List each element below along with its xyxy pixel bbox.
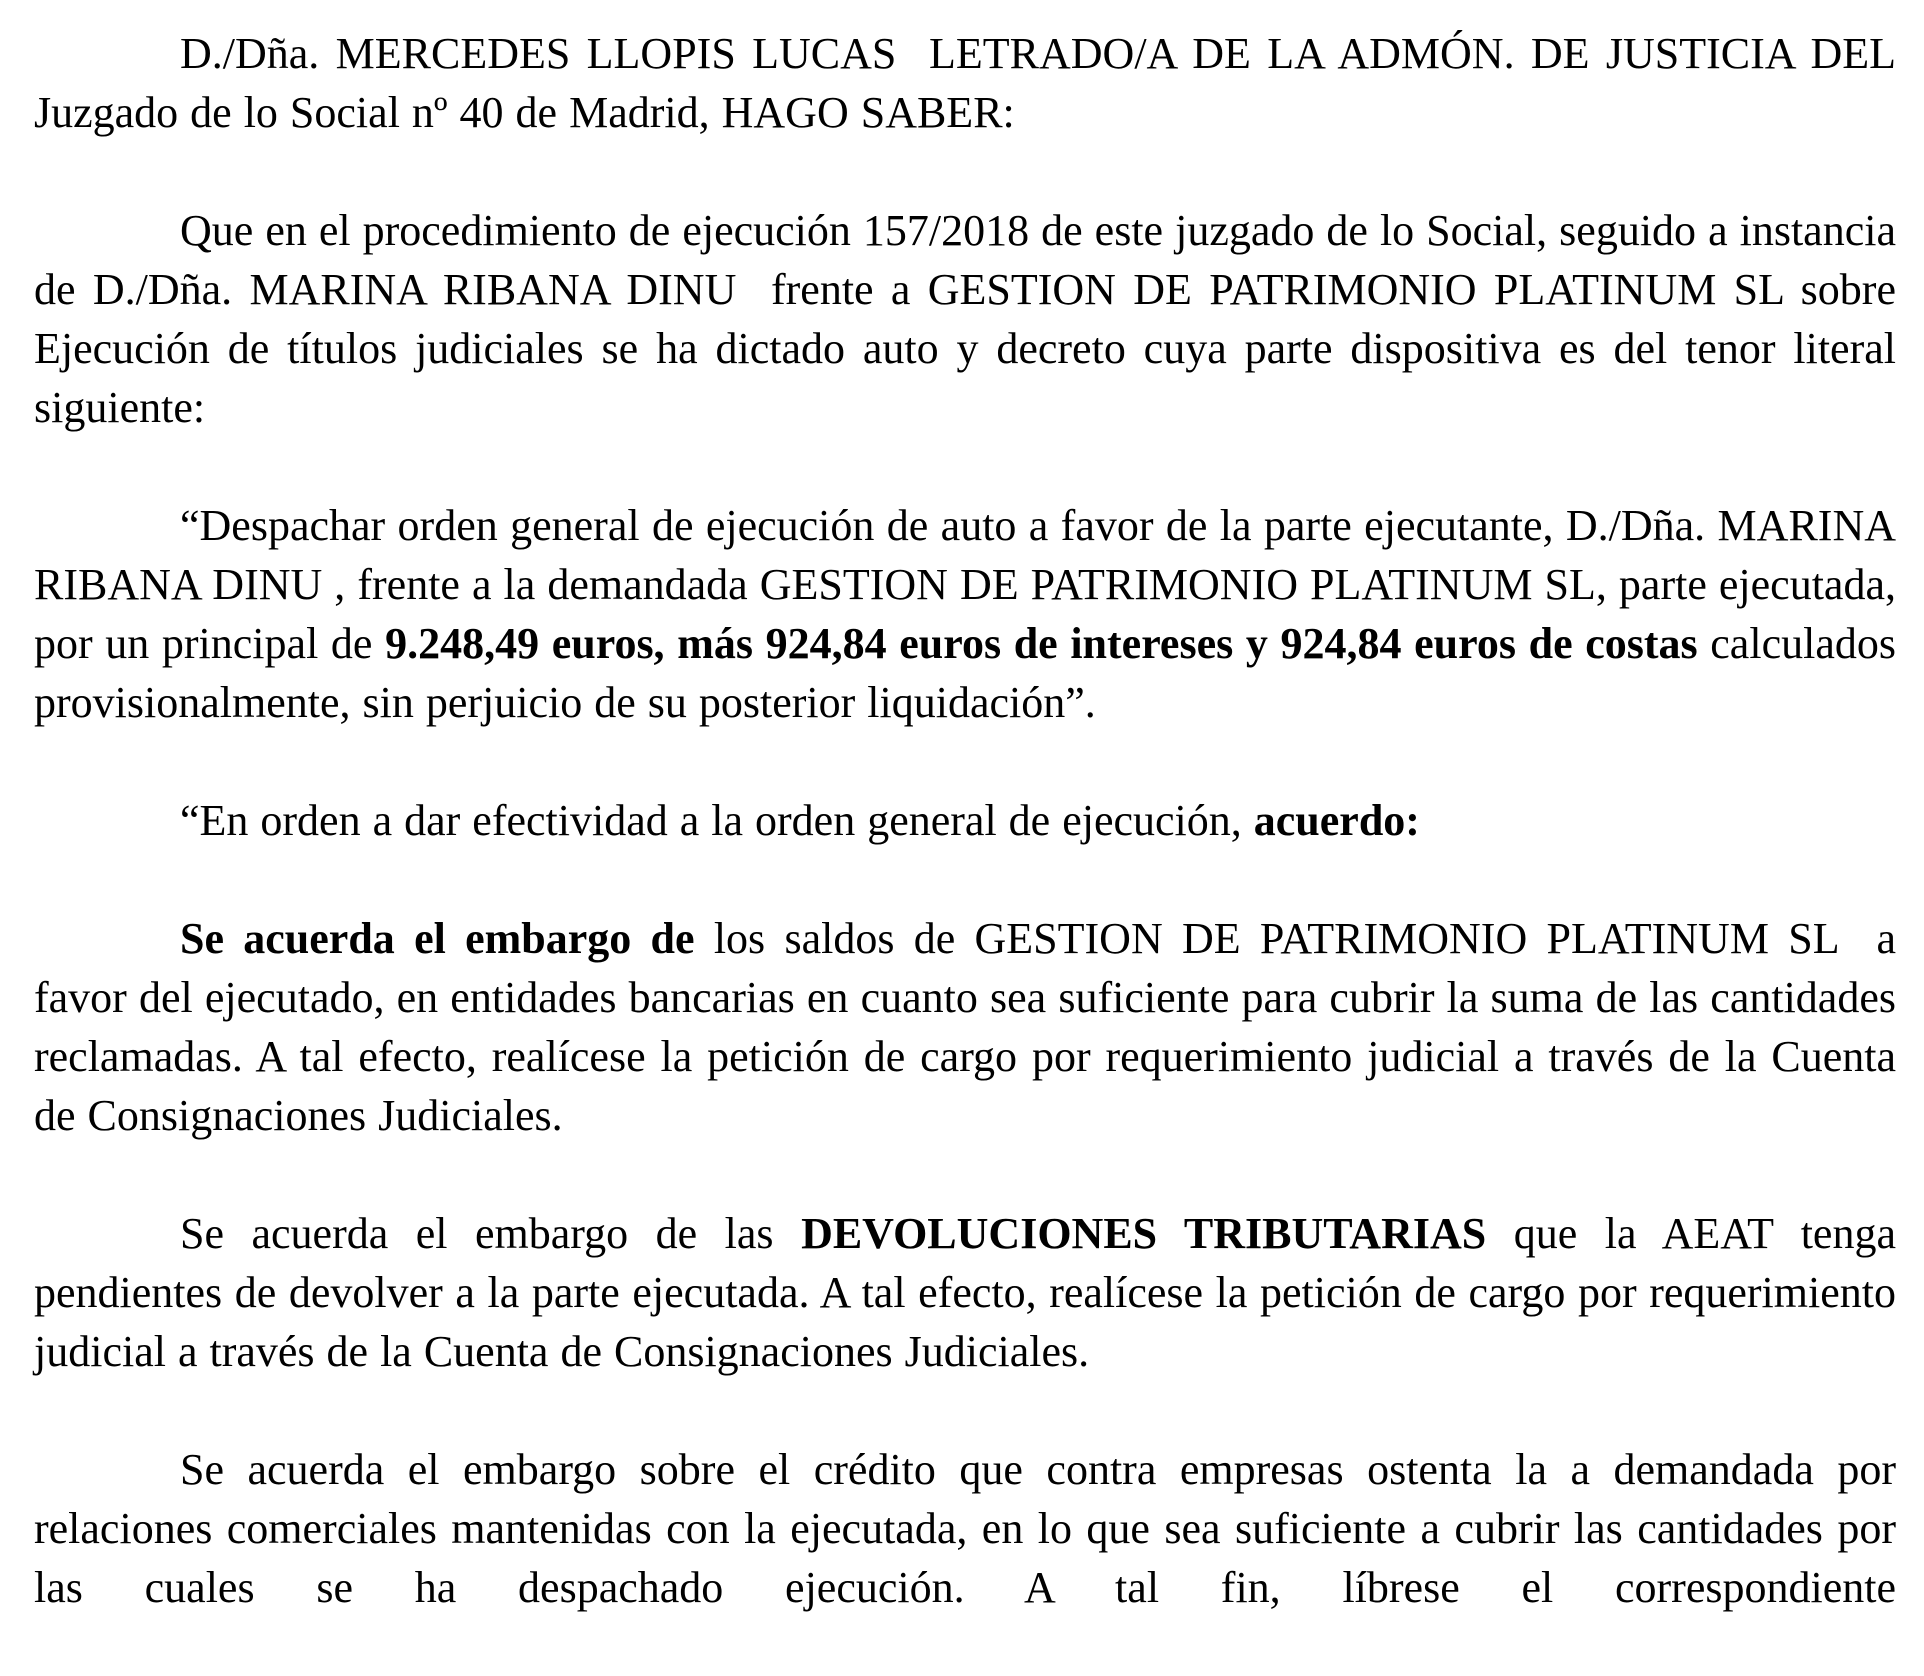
text-run: D./Dña. MERCEDES LLOPIS LUCAS LETRADO/A DE LA ADMÓN. DE JUSTICIA DEL Juzgado de lo Social nº 40 de Madrid, HAGO SABER: xyxy=(34,29,1908,137)
text-run: “En orden a dar efectividad a la orden general de ejecución, xyxy=(180,796,1254,845)
text-run: que la AEAT tenga pendientes de devolver a la parte ejecutada. A tal efecto, realícese la petición de cargo por requerimiento judicial a través de la Cuenta de Consignaciones Judiciales. xyxy=(34,1209,1908,1376)
bold-text-run: DEVOLUCIONES TRIBUTARIAS xyxy=(801,1209,1487,1258)
text-run: los saldos de GESTION DE PATRIMONIO PLATINUM SL a favor del ejecutado, en entidades bancarias en cuanto sea suficiente para cubrir la suma de las cantidades reclamadas. A tal efecto, realícese la petición de cargo por requerimiento judicial a través de la Cuenta de Consignaciones Judiciales. xyxy=(34,914,1909,1140)
text-run: Se acuerda el embargo sobre el crédito que contra empresas ostenta la a demandada por relaciones comerciales mantenidas con la ejecutada, en lo que sea suficiente a cubrir las cantidades por las cuales se ha despachado ejecución. A tal fin, líbrese el correspondiente xyxy=(34,1445,1908,1612)
paragraph-despachar-orden xyxy=(34,496,1908,732)
bold-text-run: 9.248,49 euros, más 924,84 euros de intereses y 924,84 euros de costas xyxy=(385,619,1698,668)
paragraph-procedimiento xyxy=(34,201,1908,437)
paragraph-letrado-header xyxy=(34,24,1908,142)
paragraph-embargo-credito xyxy=(34,1440,1908,1617)
bold-text-run: Se acuerda el embargo de xyxy=(180,914,695,963)
bold-text-run: acuerdo: xyxy=(1253,796,1420,845)
text-run: “Despachar orden general de ejecución de auto a favor de la parte ejecutante, D./Dña. MARINA RIBANA DINU , frente a la demandada GESTION DE PATRIMONIO PLATINUM SL, parte ejecutada, por un principal de xyxy=(34,501,1908,668)
text-run: Que en el procedimiento de ejecución 157/2018 de este juzgado de lo Social, seguido a instancia de D./Dña. MARINA RIBANA DINU frente a GESTION DE PATRIMONIO PLATINUM SL sobre Ejecución de títulos judiciales se ha dictado auto y decreto cuya parte dispositiva es del tenor literal siguiente: xyxy=(34,206,1908,432)
paragraph-orden-acuerdo xyxy=(34,791,1896,850)
text-run: Se acuerda el embargo de las xyxy=(180,1209,802,1258)
document-body xyxy=(34,24,1909,1617)
text-run: calculados provisionalmente, sin perjuicio de su posterior liquidación”. xyxy=(34,619,1908,727)
paragraph-embargo-saldos xyxy=(34,909,1909,1145)
paragraph-embargo-devoluciones xyxy=(34,1204,1908,1381)
